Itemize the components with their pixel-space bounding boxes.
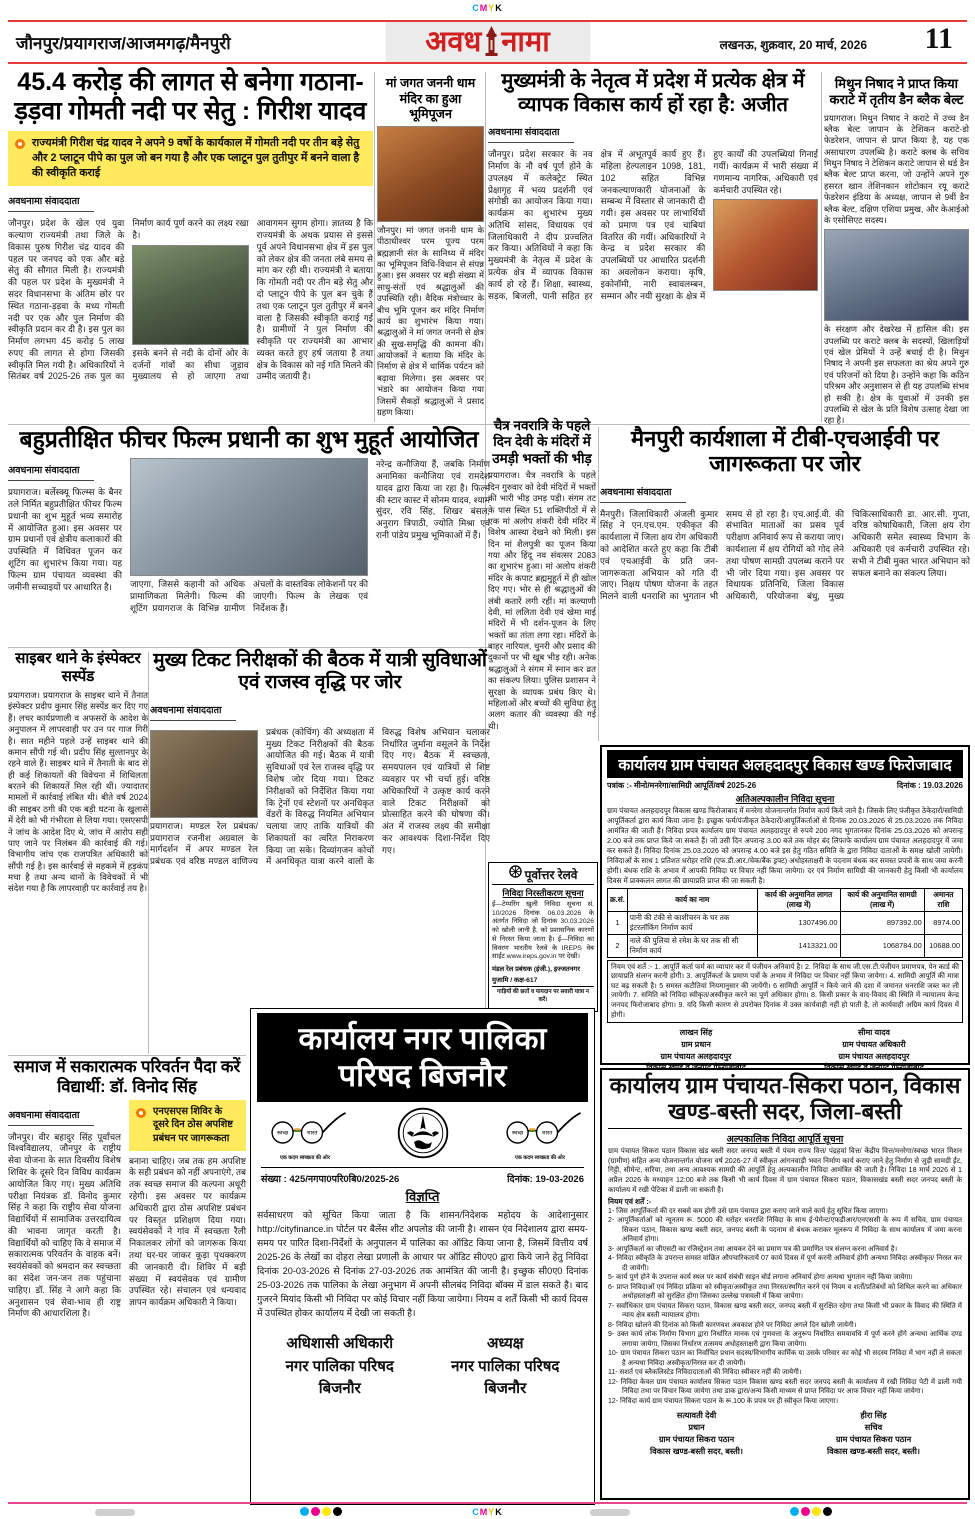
cmyk-mark-top: CMYK: [472, 3, 503, 13]
svg-text:भारत: भारत: [306, 1130, 318, 1137]
notice-bijnor-vigyapti: [250, 1008, 595, 1505]
photo-minister-portrait: [132, 245, 248, 345]
article-headline: मैनपुरी कार्यशाला में टीबी-एचआईवी पर जागरूकता पर जोर: [630, 426, 939, 477]
photo-bhumi-pujan: [377, 126, 484, 222]
signature-block-chairman: अध्यक्ष नगर पालिका परिषद बिजनौर: [451, 1335, 560, 1398]
notice-title: अतिअल्पकालीन निविदा सूचना: [735, 794, 835, 804]
article-film-pradhani: [8, 427, 490, 646]
term-item: 1- जिस आपूर्तिकर्ता की दर सबसे कम होगी उसे ग्राम पंचायत द्वारा कराए जाने वाले कार्य हेतु सूचित किया जाएगा।: [608, 1207, 888, 1215]
signature-block-eo: अधिशासी अधिकारी नगर पालिका परिषद बिजनौर: [285, 1335, 394, 1398]
article-headline: मां जगत जननी धाम मंदिर का हुआ भूमिपूजन: [385, 76, 476, 122]
notice-body: सर्वसाधरण को सूचित किया जाता है कि शासन/निदेशक महोदय के आदेशानुसार http://cityfinance.in पोर्टल पर बैलेंस शीट अपलोड की जानी है। शासन एंव निदेशालय द्वारा समय-समय पर पारित दिशा-निर्देशों के अनुपालन में पालिका का ऑडिट किया जाना है, जिसमें वित्तीय वर्ष 2025-26 के लेखों का दोहरा लेखा प्रणाली के आधार पर ऑडिट सी0ए0 द्वारा किये जाने हेतु निविदा दिनांक 20-03-2026 से दिनांक 27-03-2026 तक आमंत्रित की जानी है। इच्छुक सी0ए0 दिनांक 25-03-2026 तक पालिका के लेखा अनुभाग में अपनी सीलबंद निविदा बॉक्स में डाल सकते है। बाद गुजरने मियांद किसी भी निविदा पर कोई विचार नहीं किया जायेगा। नियम व शर्तें किसी भी कार्य दिवस में उपस्थित होकर कार्यालय में देखी जा सकती है।: [257, 1210, 588, 1319]
term-item: 6- प्राप्त निविदाओं एवं निविदा प्रक्रिया को स्वीकृत/अस्वीकृत तथा निरस्त/स्थगित करने एवं नियम व शर्तों/प्रतिबंधों को शिथिल करने का अधिकार अधोहस्ताक्षरी को सुरक्षित होगा जिसका उल्लेख पत्रावली में किया जायेगा।: [608, 1283, 962, 1301]
byline: अवधनामा संवाददाता: [8, 460, 94, 481]
term-item: 11- सशर्त एवं ब्लैकलिस्टेड निविदादाताओं की निविदा स्वीकार नहीं की जायेगी।: [608, 1369, 802, 1377]
svg-text:भारत: भारत: [541, 1130, 553, 1137]
notice-signoff: मंडल रेल प्रबंधक (इंजी.), इज्जतनगर: [492, 965, 580, 973]
section-rule: [8, 1055, 246, 1056]
term-item: 4- निविदा स्वीकृति के उपरान्त समस्त वांछित औपचारिकतायें 07 कार्य दिवस में पूर्ण करनी अनिवार्य होंगी अन्यथा निविदा अस्वीकृत/ निरस्त कर दी जायेगी।: [608, 1255, 962, 1272]
table-row: 1 पानी की टंकी से काशीचरन के घर तक इंटरलॉकिंग निर्माण कार्य 1307496.00 897392.00 8974.00: [608, 911, 963, 934]
column-rule: [148, 652, 149, 1054]
newspaper-logo: [385, 22, 590, 62]
column-rule: [598, 427, 599, 741]
svg-text:स्वच्छ: स्वच्छ: [511, 1130, 524, 1137]
photo-railway-meeting: [150, 730, 258, 818]
notice-terms: नियम एवं शर्तें :- 1. आपूर्ति कर्ता फर्म का व्यापार कर में पंजीयन अनिवार्य है। 2. निविदा के साथ जी.एस.टी.पंजीयन प्रमाणपत्र, पेन कार्ड की छायाप्रति संलग्न करनी होगी। 3. आपूर्तिकर्ता के प्रमाण पत्रों के अभाव में निविदा पर विचार नहीं किया जायेगा। 4. सामिग्री आपूर्ति की मात्रा घट बढ़ सकती है। 5 समस्त कटौतियां नियमानुसार की जायेंगी। 6 सामिग्री आपूर्ति न किये जाने की दशा में जमानत धनराशि जब्त कर ली जायेगी। 7. समिति को निविदा स्वीकृत/अस्वीकृत करने का पूर्ण अधिकार होगा। 8. किसी प्रकार के वाद-विवाद की स्थिति में न्यायालय केन्द्र जनपद फिरोजाबाद होगा। 9. यदि किसी कारण से उपरोक्त दिनांक में उक्त कार्यवाही नहीं हो पाती है, तो कार्यवाही अग्रिम कार्य दिवस में होगी।: [607, 960, 963, 1024]
notice-header: कार्यालय ग्राम पंचायत अलहदादपुर विकास खण्ड फिरोजाबाद: [607, 750, 963, 778]
photo-karate-belt: [824, 229, 969, 321]
article-ticket-inspectors: [150, 650, 490, 1006]
page-number: 11: [924, 22, 953, 55]
article-body: प्रयागराज। मिथुन निषाद ने कराटे में उच्च डैन ब्लैक बेल्ट जापान के टेशिकन कराटे-डो फेडरेशन, जापान से प्राप्त किया है, यह एक असाधारण उपलब्धि है। कराटे क्लब के सचिव मिथुन निषाद ने टेशिकन कराटे जापान से थर्ड डैन ब्लैक बेल्ट प्राप्त करना, जो उन्होंने अपने गुरु हसरत खान तेशिनकान शोटोकान रयू कराटे फेडरेशन इंडिया के अध्यक्ष, जापान से 9वीं डैन ब्लैक बेल्ट, दक्षिण एशिया प्रमुख, और केआईओ के एसोसिएट सदस्य। के संरक्षण और देखरेख में हासिल की। इस उपलब्धि पर कराटे क्लब के सदस्यों, खिलाड़ियों एवं खेल प्रेमियों ने उन्हें बधाई दी है। मिथुन निषाद ने अपनी इस सफलता का श्रेय अपने गुरु एवं परिजनों को दिया है। उन्होंने कहा कि कठिन परिश्रम और अनुशासन से ही यह उपलब्धि संभव हो सकी है। क्षेत्र के युवाओं में उनकी इस उपलब्धि से खेल के प्रति विशेष उत्साह देखा जा रहा है।: [824, 112, 969, 426]
article-body: प्रयागराज। प्रयागराज के साइबर थाने में तैनात इंस्पेक्टर प्रदीप कुमार सिंह सस्पेंड कर दिए गए हैं। लचर कार्यप्रणाली व अफसरों के आदेश के अनुपालन में लापरवाही पर उन पर गाज गिरी है। सात महीने पहले उन्हें साइबर थाने की कमान सौंपी गई थी। प्रदीप सिंह सुल्तानपुर के रहने वाले हैं। साइबर थाने में तैनाती के बाद से ही कई शिकायतों की विवेचना में शिथिलता बरतने की शिकायतें मिल रही थीं। ज्यादातर मामलों में कार्रवाई लंबित थी। बीते वर्ष 2024 की साइबर ठगी की एक बड़ी घटना के खुलासे में देरी को भी गंभीरता से लिया गया। एसएसपी ने जांच के आदेश दिए थे, जांच में आरोप सही पाए जाने पर निलंबन की कार्रवाई की गई। विभागीय जांच एक राजपत्रित अधिकारी को सौंपी गई है। इस कार्रवाई से महकमे में हड़कंप मचा है तथा अन्य थानों के विवेचकों में भी संदेश गया है कि लापरवाही पर कार्रवाई तय है।: [8, 690, 148, 894]
notice-ref: मुजामि / कक्ष-617: [492, 976, 538, 984]
cmyk-mark-bottom: CMYK: [472, 1507, 503, 1517]
article-body: मैनपुरी। जिलाधिकारी अंजली कुमार सिंह ने एन.एच.एम. एकीकृत की कार्यशाला में जिला क्षय रोग अधिकारी को आदेशित करते हुए कहा कि टीबी एवं एचआईवी के प्रति जन-जागरूकता अभियान को गति दी जाए। निक्षय पोषण योजना के तहत मिलने वाली धनराशि का भुगतान भी समय से हो रहा है। एच.आई.वी. की संभावित माताओं का प्रसव पूर्व परीक्षण अनिवार्य रूप से कराया जाए। कार्यशाला में क्षय रोगियों को गोद लेने तथा पोषण सामग्री उपलब्ध कराने पर भी जोर दिया गया। इस अवसर पर विधायक प्रतिनिधि, जिला विकास अधिकारी, परियोजना बंधु, मुख्य चिकित्साधिकारी डा. आर.सी. गुप्ता, वरिष्ठ कोषाधिकारी, जिला क्षय रोग अधिकारी समेत स्वास्थ्य विभाग के अधिकारी एवं कर्मचारी उपस्थित रहे। सभी ने टीबी मुक्त भारत अभियान को सफल बनाने का संकल्प लिया।: [600, 508, 970, 602]
column-rule: [374, 72, 375, 422]
term-item: 9- उक्त कार्य लोक निर्माण विभाग द्वारा निर्धारित मानक एवं गुणवत्ता के अनुरूप निर्धारित समयावधि में पूर्ण करने होंगे अन्यथा आर्थिक दण्ड लगाया जायेगा, जिसका निर्धारण तत्समय अधोहस्ताक्षरी द्वारा किया जायेगा।: [608, 1331, 962, 1348]
article-cm-development: [488, 70, 818, 422]
swachh-bharat-logo: स्वच्छ भारत एक कदम स्वच्छता की ओर: [498, 1110, 582, 1161]
term-item: 7- सर्वाधिकार ग्राम पंचायत सिकरा पठान, विकास खण्ड बस्ती सदर, जनपद बस्ती में सुरक्षित रहेगा तथा किसी भी प्रकार के विवाद की स्थिति में न्याय क्षेत्र बस्ती न्यायालय होगा।: [608, 1302, 962, 1320]
logo-text-right: नामा: [501, 25, 550, 58]
signature-block-sachiv: हीरा सिंह सचिव ग्राम पंचायत सिकरा पठान विकास खण्ड-बस्ती सदर, बस्ती।: [826, 1411, 921, 1457]
article-body: जौनपुर। प्रदेश के खेल एवं युवा कल्याण राज्यमंत्री तथा जिले के विकास पुरुष गिरीश चंद्र यादव की पहल पर जनपद को एक और बड़े सेतु की सौगात मिली है। राज्यमंत्री की पहल पर प्रदेश के मुख्यमंत्री ने सदर विधानसभा के अंतिम छोर पर स्थित गठाना-ड़ड़वा के मध्य गोमती नदी पर एक और पुल निर्माण की स्वीकृति प्रदान कर दी है। इस पुल का निर्माण लगभग 45 करोड़ 5 लाख रुपए की लागत से होगा जिसकी स्वीकृति मिल गयी है। अधिकारियों ने सितंबर वर्ष 2025-26 तक पुल का निर्माण कार्य पूर्ण करने का लक्ष्य रखा है। इसके बनने से नदी के दोनों ओर के दर्जनों गांवों का सीधा जुड़ाव मुख्यालय से हो जाएगा तथा आवागमन सुगम होगा। ज्ञातव्य है कि राज्यमंत्री के अथक प्रयास से इससे पूर्व अपने विधानसभा क्षेत्र में इस पुल को लेकर क्षेत्र की जनता लंबे समय से मांग कर रही थी। राज्यमंत्री ने बताया कि गोमती नदी पर तीन बड़े सेतु और दो प्लाटून पीपे के पुल बन चुके हैं तथा एक प्लाटून पुल तुतीपुर में बनने वाला है जिसकी स्वीकृति कराई गई है। ग्रामीणों ने पुल निर्माण की स्वीकृति पर राज्यमंत्री का आभार व्यक्त करते हुए हर्ष जताया है तथा क्षेत्र के विकास को नई गति मिलने की उम्मीद जतायी है।: [8, 218, 373, 382]
firozabad-table-body: [608, 911, 963, 957]
signature-block-pradhan: लाखन सिंह ग्राम प्रधान ग्राम पंचायत अलहदादपुर: [660, 1028, 732, 1061]
term-item: 5- कार्य पूर्ण होने के उपरान्त कार्य स्थल पर कार्य संबंधी साइन बोर्ड लगाना अनिवार्य होगा अन्यथा भुगतान नहीं किया जायेगा।: [608, 1274, 913, 1282]
article-headline: चैत्र नवरात्रि के पहले दिन देवी के मंदिरों में उमड़ी भक्तों की भीड़: [492, 418, 592, 466]
term-item: 12- निविदा केवल ग्राम पंचायत कार्यालय सिकरा पठान विकास खण्ड बस्ती सदर जनपद बस्ती के कार्यालय में रखी निविदा पेटी में डाली गयी निविदा तथा पर विचार किया जायेगा तथा डाक द्वारा/अन्य किसी माध्यम से प्राप्त निविदा पर आफ विचार नहीं किया जायेगा।: [608, 1378, 962, 1396]
notice-title: निविदा निरस्तीकरण सूचना: [502, 888, 584, 898]
article-column-center: जाएगा, जिससे कहानी को अधिक प्रामाणिकता मिलेगी। फिल्म की शूटिंग प्रयागराज के विभिन्न ग्रामीण अंचलों के वास्तविक लोकेशनों पर की जाएगी। फिल्म के लेखक एवं निर्देशक हैं।: [130, 455, 368, 614]
article-body: जौनपुर। प्रदेश सरकार के नव निर्माण के नौ वर्ष पूर्ण होने के उपलक्ष्य में कलेक्ट्रेट स्थित प्रेक्षागृह में भव्य प्रदर्शनी एवं संगोष्ठी का आयोजन किया गया। कार्यक्रम का शुभारंभ मुख्य अतिथि सांसद, विधायक एवं जिलाधिकारी ने दीप प्रज्वलित कर किया। अतिथियों ने कहा कि मुख्यमंत्री के नेतृत्व में प्रदेश के प्रत्येक क्षेत्र में व्यापक विकास कार्य हो रहे हैं। शिक्षा, स्वास्थ्य, सड़क, बिजली, पानी सहित हर क्षेत्र में अभूतपूर्व कार्य हुए हैं। महिला हेल्पलाइन 1098, 181, 102 सहित विभिन्न जनकल्याणकारी योजनाओं के सम्बन्ध में विस्तार से जानकारी दी गयी। इस अवसर पर लाभार्थियों को प्रमाण पत्र एवं चाबियां वितरित की गयीं। अधिकारियों ने केन्द्र व प्रदेश सरकार की उपलब्धियों पर आधारित प्रदर्शनी का अवलोकन कराया। कृषि, इकोनॉमी, नारी स्वावलम्बन, सम्मान और नयी सुरक्षा के क्षेत्र में हुए कार्यों की उपलब्धियां गिनाई गयीं। कार्यक्रम में भारी संख्या में गणमान्य नागरिक, अधिकारी एवं कर्मचारी उपस्थित रहे।: [488, 149, 818, 301]
term-item: 2- आपूर्तिकर्ताओं को न्यूनतम रू. 5000 की धरोहर धनराशि निविदा के साथ ई-पेमेन्ट/एफडीआर/एनएससी के रूप में सचिव, ग्राम पंचायत सिकरा पठान, विकास खण्ड बस्ती सदर, जनपद बस्ती के पदनाम से बंधक कराकर मूलरूप में निविदा के साथ कार्यालय में जमा करना अनिवार्य होगा।: [608, 1217, 962, 1244]
notice-body: ग्राम पंचायत सिकरा पठान विकास खंड बस्ती सदर जनपद बस्ती में पंचम राज्य वित्त/ पंद्रहवां वित्त/ केंद्रीय वित्त/मनरेगा/स्वच्छ भारत मिशन (ग्रामीण) सहित अन्य योजनान्तर्गत योजना वर्ष 2026-27 में स्वीकृत आंगनवाड़ी भवन निर्माण कार्य कराए जाने हेतु निर्माण से जुड़ी सामग्री ईंट, गिट्टी, सीमेन्ट, सरिया, तथा अन्य आवश्यक सामग्री की आपूर्ति हेतु अल्पकालीन निविदा आमंत्रित की जाती है। निविदा 18 मार्च 2026 से 1 अप्रैल 2026 के मध्याहन 12:00 बजे तक किसी भी कार्य दिवस में ग्राम पंचायत सिकरा पठान, विकासखंड बस्ती सदर जनपद बस्ती के कार्यालय में रखी पेटिका में डाली जा सकती है।: [608, 1146, 962, 1194]
article-body: जौनपुर। मां जगत जननी धाम के पीठाधीश्वर परम पूज्य परम ब्रह्मज्ञानी संत के सानिध्य में मंदिर का भूमिपूजन विधि-विधान से संपन्न हुआ। इस अवसर पर बड़ी संख्या में साधु-संतों एवं श्रद्धालुओं की उपस्थिति रही। वैदिक मंत्रोच्चार के बीच भूमि पूजन कर मंदिर निर्माण कार्य का शुभारंभ किया गया। श्रद्धालुओं ने मां जगत जननी से क्षेत्र की सुख-समृद्धि की कामना की। आयोजकों ने बताया कि मंदिर के निर्माण से क्षेत्र में धार्मिक पर्यटन को बढ़ावा मिलेगा। इस अवसर पर भंडारे का आयोजन किया गया जिसमें सैकड़ों श्रद्धालुओं ने प्रसाद ग्रहण किया।: [377, 224, 484, 417]
article-navratri: [488, 418, 596, 858]
section-rule: [8, 647, 490, 648]
signature-block-pradhan: सत्यावती देवी प्रधान ग्राम पंचायत सिकरा पठान विकास खण्ड-बस्ती सदर, बस्ती।: [649, 1411, 744, 1457]
table-row: 2 नाले की पुलिया से रमेश के घर तक सी सी निर्माण कार्य 1413321.00 1068784.00 10688.00: [608, 934, 963, 957]
notice-title: विज्ञप्ति: [405, 1189, 440, 1205]
notice-railway-cancellation: [488, 862, 598, 1012]
article-headline: मुख्य टिकट निरीक्षकों की बैठक में यात्री सुविधाओं एवं राजस्व वृद्धि पर जोर: [153, 650, 487, 694]
bottom-rule: [8, 1502, 967, 1504]
notice-org: पूर्वोत्तर रेलवे: [524, 867, 578, 882]
byline: अवधनामा संवाददाता: [8, 191, 94, 212]
article-body: प्रयागराज। मण्डल रेल प्रबंधक/प्रयागराज रजनीश अग्रवाल के मार्गदर्शन में अपर मण्डल रेल प्रबंधक एवं वरिष्ठ मण्डल वाणिज्य प्रबंधक (कोचिंग) की अध्यक्षता में मुख्य टिकट निरीक्षकों की बैठक आयोजित की गई। बैठक में यात्री सुविधाओं एवं रेल राजस्व वृद्धि पर विशेष जोर दिया गया। टिकट निरीक्षकों को निर्देशित किया गया कि ट्रेनों एवं स्टेशनों पर अनधिकृत वेंडरों के विरुद्ध नियमित अभियान चलाया जाए ताकि यात्रियों की शिकायतों का त्वरित निराकरण किया जा सके। दिव्यांगजन कोचों में अनधिकृत यात्रा करने वालों के विरुद्ध विशेष अभियान चलाकर निर्धारित जुर्माना वसूलने के निर्देश दिए गए। बैठक में स्वच्छता, समयपालन एवं यात्रियों से शिष्ट व्यवहार पर भी चर्चा हुई। वरिष्ठ अधिकारियों ने उत्कृष्ट कार्य करने वाले टिकट निरीक्षकों को प्रोत्साहित करने की घोषणा की। अंत में राजस्व लक्ष्य की समीक्षा कर आवश्यक दिशा-निर्देश दिए गए।: [150, 726, 490, 867]
notice-header: कार्यालय नगर पालिका परिषद बिजनौर: [257, 1013, 588, 1102]
article-body: प्रयागराज। चैत्र नवरात्रि के पहले दिन गुरुवार को देवी मंदिरों में भक्तों की भारी भीड़ उमड़ पड़ी। संगम तट के पास स्थित 51 शक्तिपीठों में से एक मां अलोप शंकरी देवी मंदिर में विशेष आस्था देखने को मिली। इस दिन मां शैलपुत्री का पूजन किया गया और हिंदू नव संवत्सर 2083 का शुभारंभ हुआ। मां अलोप शंकरी मंदिर के कपाट ब्रह्ममुहूर्त में ही खोल दिए गए। भोर से ही श्रद्धालुओं की लंबी कतारें लगी रहीं। मां कल्याणी देवी, मां ललिता देवी एवं खेमा माई मंदिरों में भी दर्शन-पूजन के लिए भक्तों का तांता लगा रहा। मंदिरों के बाहर नारियल, चुनरी और प्रसाद की दुकानों पर भी खूब भीड़ रही। अनेक श्रद्धालुओं ने संगम में स्नान कर व्रत का संकल्प लिया। पुलिस प्रशासन ने सुरक्षा के व्यापक प्रबंध किए थे। महिलाओं और बच्चों की सुविधा हेतु अलग कतार की व्यवस्था की गई थी।: [488, 470, 596, 731]
masthead-editions: जौनपुर/प्रयागराज/आजमगढ़/मैनपुरी: [16, 34, 231, 53]
article-headline: समाज में सकारात्मक परिवर्तन पैदा करें विद्यार्थी: डॉ. विनोद सिंह: [13, 1058, 241, 1096]
article-highlight-box: एनएसएस शिविर के दूसरे दिन ठोस अपशिष्ट प्रबंधन पर जागरूकता: [129, 1100, 246, 1151]
notice-footer-slogan: गाड़ियों की छतों व पायदान पर सवारी यात्रा न करें।: [492, 986, 594, 1003]
article-gathana-bridge: [8, 68, 373, 422]
minaret-icon: [483, 24, 499, 61]
article-headline: बहुप्रतीक्षित फीचर फिल्म प्रधानी का शुभ मुहूर्त आयोजित: [19, 426, 479, 452]
notice-body: ग्राम पंचायत अलहदादपुर विकास खण्ड फिरोजाबाद में मनरेगा योजनान्तर्गत निर्माण कार्य किये जाने है। जिसके लिए पंजीकृत ठेकेदारों/सामिग्री आपूर्तिकर्ता द्वारा कार्य किया जाना है। इच्छुक फर्म/पंजीकृत ठेकेदारों/आपूर्तिकर्ताओं से दिनांक 20.03.2026 से 25.03.2026 तक निविदा आमंत्रित की जाती हैं। निविदा प्रपत्र कार्यालय ग्राम पंचायत अलहदादपुर से रुपये 200 नगद भुगतानकर दिनांक 25.03.2026 को अपरान्ह 2.00 बजे तक प्राप्त किये जा सकते हैं। जो उसी दिन अपरान्ह 3.00 बजे तक मोहर बंद लिफाफे कार्यालय ग्राम पंचायत अलहदादपुर में जमा कर सकते हैं। निविदा दिनांक 25.03.2026 को अपरान्ह 4.00 बजे इस हेतु गठित समिति के द्वारा निविदा दाताओं के समक्ष खोली जायेगी। निविदाओं के साथ 1 प्रतिशत धरोहर राशि (एफ.डी.आर./चेक/बैंक ड्रफ्ट) अधोहस्ताक्षरी के पदनाम बंधक कर समस्त प्रपत्रों के साथ जमा करनी होगी। बंधक राशि के अभाव में आपकी निविदा पर विचार नहीं किया जायेगा। दर एवं निर्माण सामिग्री की जानकारी हेतु किसी भी कार्यालय दिवस में प्राक्कलन लागत की छायाप्रति प्राप्त की जा सकती है।: [607, 806, 963, 885]
notice-date: दिनांक : 19.03.2026: [896, 781, 963, 790]
basti-terms-list: [608, 1207, 962, 1407]
notice-body: ई—टेम्परिंग खुली निविदा सूचना सं. 10/2026 दिनांक 06.03.2026 के अंतर्गत निविदा जो दिनांक 30.03.2026 को खोली जानी है, को प्रशासनिक कारणों से निरस्त किया जाता है। ई—निविदा का विवरण भारतीय रेलवे के IREPS वेब साईट www.ireps.gov.in पर देखी।: [492, 901, 594, 961]
term-item: 3- आपूर्तिकर्ता का जीएसटी का रजिस्ट्रेशन तथा आयकर देने का प्रमाण पत्र की प्रमाणित पत्र संलग्न करना अनिवार्य है।: [608, 1245, 898, 1253]
term-item: 8- निविदा खोलने की दिनांक को किसी कारणवश अवकाश होने पर निविदा अगले दिन खोली जायेगी।: [608, 1321, 857, 1329]
byline: अवधनामा संवाददाता: [488, 122, 574, 143]
firozabad-table-head: क्र.सं. कार्य का नाम कार्य की अनुमानित लागत (लाख में) कार्य की अनुमानित सामग्री (लाख में) अमानत राशि: [608, 888, 963, 911]
masthead-rule-bottom: [8, 62, 967, 64]
swachh-bharat-logo: स्वच्छ भारत एक कदम स्वच्छता की ओर: [263, 1110, 347, 1161]
term-item: 10- ग्राम पंचायत सिकरा पठान का निर्वाचित प्रधान सदस्य/विभागीय कार्मिक या उसके परिवार का कोई भी सदस्य निविदा में भाग नहीं ले सकता है अन्यथा निविदा अस्वीकृत/निरस्त कर दी जायेगी।: [608, 1350, 962, 1367]
term-item: 12- निविदा कार्य ग्राम पंचायत सिकरा पठान के रू.100 के प्रपत्र पर ही स्वीकृत किया जाएगा।: [608, 1397, 839, 1405]
notice-title: अल्पकालिक निविदा आपूर्ति सूचना: [726, 1133, 844, 1145]
bullet-ring-icon: [136, 1108, 146, 1118]
photo-muhurat-crowd: [130, 458, 368, 576]
byline: अवधनामा संवाददाता: [150, 700, 236, 721]
article-column-right: एनएसएस शिविर के दूसरे दिन ठोस अपशिष्ट प्रबंधन पर जागरूकता बनाना चाहिए। जब तक हम अपशिष्ट के सही प्रबंधन को नहीं अपनाएंगे, तब तक स्वच्छ समाज की कल्पना अधूरी रहेगी। इस अवसर पर कार्यक्रम अधिकारी द्वारा ठोस अपशिष्ट प्रबंधन पर विस्तृत प्रशिक्षण दिया गया। स्वयंसेवकों ने गांव में स्वच्छता रैली निकालकर लोगों को जागरूक किया तथा घर-घर जाकर कूड़ा पृथक्करण की जानकारी दी। शिविर में बड़ी संख्या में स्वयंसेवक एवं ग्रामीण उपस्थित रहे। संचालन एवं धन्यवाद ज्ञापन कार्यक्रम अधिकारी ने किया।: [129, 1100, 246, 1321]
byline: अवधनामा संवाददाता: [8, 1105, 94, 1126]
article-nss-vinod: [8, 1058, 246, 1510]
masthead-dateline: लखनऊ, शुक्रवार, 20 मार्च, 2026: [719, 38, 867, 52]
notice-firozabad-tender: [600, 745, 970, 1065]
notice-number: संख्या : 425/नगपा0परि0बि0/2025-26: [261, 1174, 400, 1186]
article-mainpuri-workshop: [600, 426, 970, 742]
article-highlight-box: राज्यमंत्री गिरीश चंद्र यादव ने अपने 9 वर्षो के कार्यकाल में गोमती नदी पर तीन बड़े सेतु और 2 प्लाटून पीपे का पुल जो बन गया है और एक प्लाटून पुल तुतीपुर में बनने वाला है की स्वीकृति कराई: [8, 131, 373, 186]
up-government-emblem: [396, 1106, 450, 1165]
byline: अवधनामा संवाददाता: [600, 482, 686, 503]
photo-ribbon-cutting: [713, 199, 818, 291]
article-column-left: अवधनामा संवाददाता जौनपुर। वीर बहादुर सिंह पूर्वांचल विश्वविद्यालय, जौनपुर के राष्ट्रीय सेवा योजना के सात दिवसीय विशेष शिविर के दूसरे दिन विविध कार्यक्रम आयोजित किए गए। मुख्य अतिथि परीक्षा नियंत्रक डॉ. विनोद कुमार सिंह ने कहा कि राष्ट्रीय सेवा योजना विद्यार्थियों में सामाजिक उत्तरदायित्व की भावना जागृत करती है। विद्यार्थियों को चाहिए कि वे समाज में सकारात्मक परिवर्तन के वाहक बनें। स्वयंसेवकों को श्रमदान कर स्वच्छता का संदेश जन-जन तक पहुंचाना चाहिए। डॉ. सिंह ने आगे कहा कि अनुशासन एवं सेवा-भाव ही राष्ट्र निर्माण की आधारशिला है।: [8, 1100, 121, 1321]
notice-basti-tender: [600, 1068, 970, 1500]
article-mithun-karate: [824, 76, 969, 424]
railway-emblem-icon: [509, 865, 522, 883]
article-column-left: अवधनामा संवाददाता प्रयागराज। बर्लेस्क्यू फिल्म्स के बैनर तले निर्मित बहुप्रतीक्षित फीचर फिल्म प्रधानी का शुभ मुहूर्त भव्य समारोह में आयोजित हुआ। इस अवसर पर ग्राम प्रधानों एवं क्षेत्रीय कलाकारों की उपस्थिति में विधिवत पूजन कर शूटिंग का शुभारंभ किया गया। यह फिल्म ग्राम पंचायत व्यवस्था की जमीनी सच्चाइयों पर आधारित है।: [8, 455, 122, 614]
article-jagat-janani: [377, 76, 484, 422]
logo-text-left: अवध: [425, 25, 482, 58]
notice-date: दिनांक: 19-03-2026: [507, 1174, 584, 1186]
bullet-ring-icon: [15, 139, 25, 149]
article-column-right: नरेन्द्र कनौजिया हैं, जबकि निर्माण अनामिका कनौजिया एवं रामदेश यादव द्वारा किया जा रहा है। फिल्म की स्टार कास्ट में सोनम यादव, श्याम सुंदर, रवि सिंह, शिखर बंसल, अनुराग त्रिपाठी, ज्योति मिश्रा एवं रानी पांडेय प्रमुख भूमिकाओं में हैं।: [376, 459, 490, 540]
article-headline: साइबर थाने के इंस्पेक्टर सस्पेंड: [15, 650, 141, 685]
notice-letter-number: पत्रांक :- मीनो/मनरेगा/सामिग्री आपूर्ति/वर्ष 2025-26: [607, 781, 757, 790]
signature-block-officer: सीमा यादव ग्राम पंचायत अधिकारी ग्राम पंचायत अलहदादपुर: [838, 1028, 910, 1061]
article-headline: मुख्यमंत्री के नेतृत्व में प्रदेश में प्रत्येक क्षेत्र में व्यापक विकास कार्य हों रहा है: अजीत: [501, 70, 805, 116]
column-rule: [821, 72, 822, 422]
notice-header: कार्यालय ग्राम पंचायत-सिकरा पठान, विकास खण्ड-बस्ती सदर, जिला-बस्ती: [608, 1073, 962, 1129]
terms-heading: नियम एवं शर्तें :-: [608, 1196, 652, 1206]
svg-text:स्वच्छ: स्वच्छ: [276, 1130, 289, 1137]
article-headline: मिथुन निषाद ने प्राप्त किया कराटे में तृतीय डैन ब्लैक बेल्ट: [829, 76, 964, 108]
article-cyber-inspector: [8, 650, 148, 1053]
tender-works-table: [607, 888, 963, 958]
article-headline: 45.4 करोड़ की लागत से बनेगा गठाना-ड़ड़वा गोमती नदी पर सेतु : गिरीश यादव: [14, 68, 367, 125]
